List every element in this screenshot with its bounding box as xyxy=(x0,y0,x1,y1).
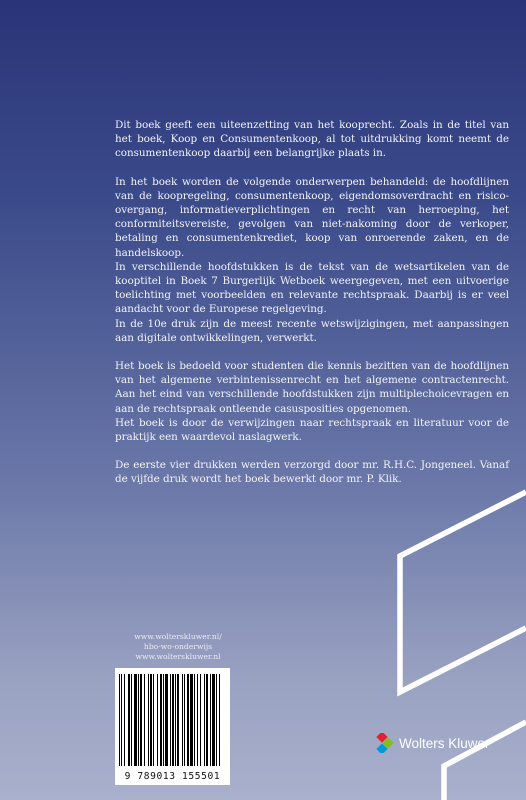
barcode-bar xyxy=(182,674,183,766)
blurb-paragraph-topics: In het boek worden de volgende onderwerpen behandeld: de hoofdlijnen van de koopregeling, consumentenkoop, eigendomsoverdracht en risico-overgang, informatieverplichtingen en recht van herroeping, het conformiteitsvereiste, gevolgen van niet-nakoming door de verkoper, betaling en consumentenkrediet, koop van onroerende zaken, en de handelskoop. xyxy=(115,175,509,259)
back-cover-blurb xyxy=(115,118,509,487)
barcode-bar xyxy=(204,674,205,766)
barcode-bar xyxy=(219,674,220,766)
barcode-bar xyxy=(134,674,137,766)
barcode-digits: 9 789013 155501 xyxy=(124,771,221,782)
isbn-barcode xyxy=(115,668,230,785)
barcode-bar xyxy=(216,674,217,766)
barcode-bar xyxy=(210,674,211,766)
barcode-bars xyxy=(119,674,226,766)
publisher-name: Wolters Kluwer xyxy=(399,735,490,751)
barcode-bar xyxy=(194,674,195,766)
blurb-paragraph-edition: In de 10e druk zijn de meest recente wetswijzigingen, met aanpassingen aan digitale ontwikkelingen, verwerkt. xyxy=(115,317,509,344)
barcode-bar xyxy=(206,674,208,766)
barcode-bar xyxy=(119,674,120,766)
blurb-paragraph-intro: Dit boek geeft een uiteenzetting van het kooprecht. Zoals in de titel van het boek, Koop en Consumentenkoop, al tot uitdrukking komt neemt de consumentenkoop daarbij een belangrijke plaats in. xyxy=(115,119,509,160)
barcode-bar xyxy=(212,674,215,766)
barcode-bar xyxy=(144,674,145,766)
barcode-bar xyxy=(172,674,174,766)
barcode-bar xyxy=(177,674,179,766)
barcode-bar xyxy=(121,674,122,766)
barcode-bar xyxy=(163,674,164,766)
blurb-paragraph-audience: Het boek is bedoeld voor studenten die kennis bezitten van de hoofdlijnen van het algemene verbintenissenrecht en het algemene contractenrecht. Aan het eind van verschillende hoofdstukken zijn multiplechoicevragen en aan de rechtspraak ontleende casusposities opgenomen. xyxy=(115,360,509,415)
barcode-bar xyxy=(197,674,198,766)
barcode-bar xyxy=(131,674,132,766)
blurb-paragraph-statutes: In verschillende hoofdstukken is de tekst van de wetsartikelen van de kooptitel in Boek 7 Burgerlijk Wetboek weergegeven, met een uitvoerige toelichting met voorbeelden en relevante rechtspraak. Daarbij is er veel aandacht voor de Europese regelgeving. xyxy=(115,260,509,316)
url-line-3[interactable]: www.wolterskluwer.nl xyxy=(135,652,221,661)
publisher-urls xyxy=(118,632,238,662)
barcode-bar xyxy=(160,674,162,766)
blurb-paragraph-authors: De eerste vier drukken werden verzorgd door mr. R.H.C. Jongeneel. Vanaf de vijfde druk wordt het boek bewerkt door mr. P. Klik. xyxy=(115,459,509,486)
barcode-bar xyxy=(124,674,125,766)
barcode-bar xyxy=(157,674,158,766)
barcode-bar xyxy=(187,674,189,766)
barcode-bar xyxy=(128,674,130,766)
barcode-bar xyxy=(200,674,201,766)
barcode-bar xyxy=(140,674,142,766)
barcode-bar xyxy=(184,674,185,766)
barcode-bar xyxy=(190,674,193,766)
barcode-bar xyxy=(175,674,176,766)
barcode-bar xyxy=(150,674,152,766)
url-line-2[interactable]: hbo-wo-onderwijs xyxy=(143,642,213,651)
barcode-bar xyxy=(153,674,154,766)
barcode-bar xyxy=(138,674,139,766)
url-line-1[interactable]: www.wolterskluwer.nl/ xyxy=(134,632,222,641)
wolters-kluwer-emblem-icon xyxy=(375,733,395,753)
blurb-paragraph-reference: Het boek is door de verwijzingen naar rechtspraak en literatuur voor de praktijk een waardevol naslagwerk. xyxy=(115,416,509,444)
barcode-bar xyxy=(148,674,149,766)
barcode-bar xyxy=(170,674,171,766)
wolters-kluwer-logo xyxy=(375,733,490,753)
barcode-bar xyxy=(165,674,168,766)
